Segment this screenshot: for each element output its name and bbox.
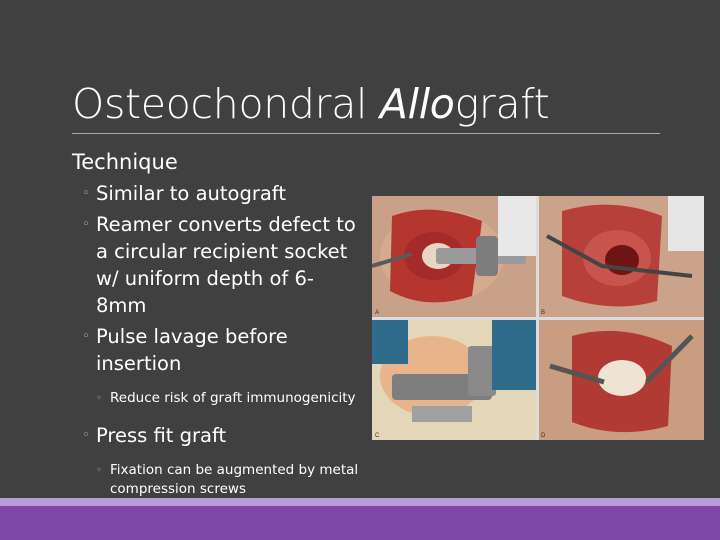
bullet-mark: ◦ — [82, 428, 90, 443]
photo-panel-b — [539, 196, 704, 317]
photo-panel-d — [539, 320, 704, 440]
bullet-item — [72, 323, 362, 377]
sub-bullet-text: Reduce risk of graft immunogenicity — [110, 390, 356, 406]
surgical-photo-figure — [372, 196, 704, 440]
panel-label: D — [541, 433, 546, 439]
panel-label: B — [541, 310, 546, 316]
bullet-text: Similar to autograft — [96, 182, 286, 205]
title-italic: Allo — [379, 80, 455, 128]
sub-bullet-mark: ◦ — [96, 465, 102, 476]
section-heading: Technique — [72, 150, 178, 174]
panel-label: A — [375, 310, 380, 316]
title-main: Osteochondral — [72, 80, 380, 128]
bullet-text: Press fit graft — [96, 424, 227, 447]
bullet-text: Reamer converts defect to a circular recipient socket w/ uniform depth of 6-8mm — [96, 213, 356, 317]
title-underline — [72, 133, 660, 134]
footer-bar — [0, 506, 720, 540]
title-end: graft — [454, 80, 550, 128]
bullet-mark: ◦ — [82, 329, 90, 344]
photo-panel-c — [372, 320, 536, 440]
photo-panel-a — [372, 196, 536, 317]
bullet-item — [72, 180, 362, 207]
content-body — [72, 150, 362, 513]
sub-bullet-mark: ◦ — [96, 393, 102, 404]
slide-title — [72, 80, 549, 128]
bullet-item — [72, 211, 362, 319]
sub-bullet-item — [72, 461, 362, 499]
bullet-item — [72, 422, 362, 449]
bullet-text: Pulse lavage before insertion — [96, 325, 288, 375]
bullet-mark: ◦ — [82, 186, 90, 201]
panel-label: C — [375, 433, 380, 439]
footer-accent-bar — [0, 498, 720, 506]
bullet-mark: ◦ — [82, 217, 90, 232]
sub-bullet-item — [72, 389, 362, 408]
sub-bullet-text: Fixation can be augmented by metal compression screws — [110, 462, 359, 497]
